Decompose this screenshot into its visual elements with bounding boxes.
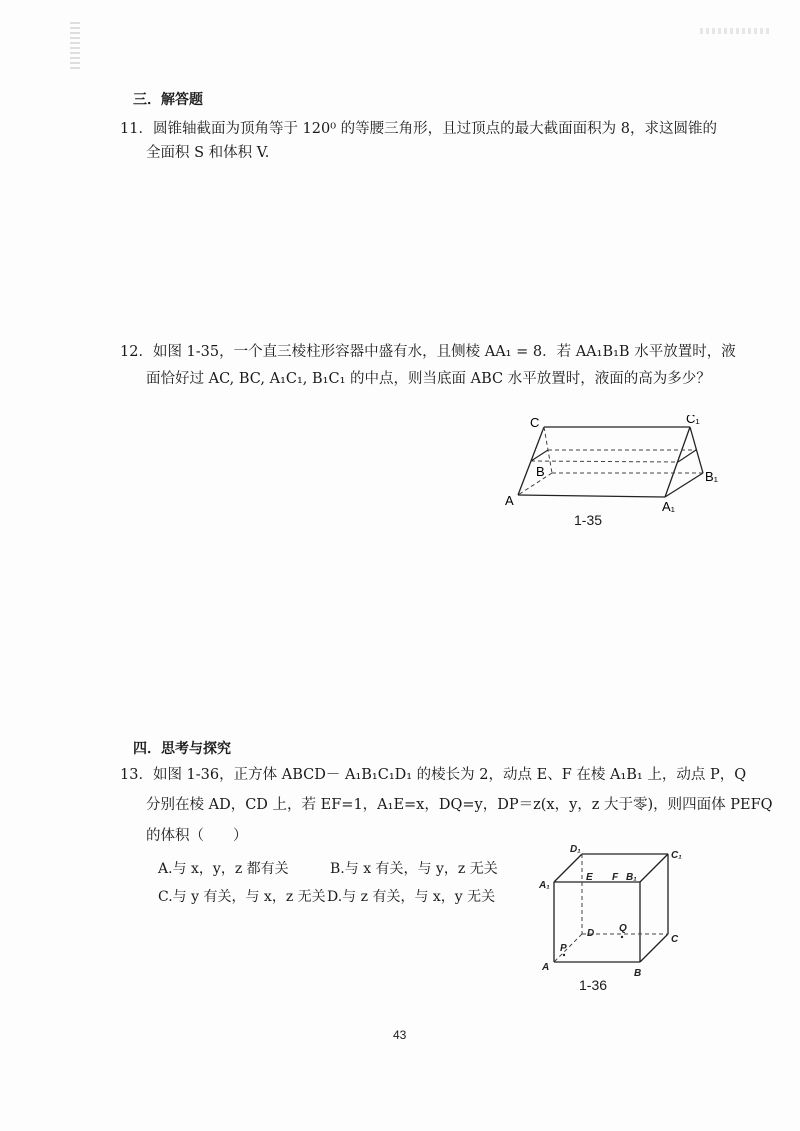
label-C: C (530, 415, 540, 430)
q11-line2: 全面积 S 和体积 V. (146, 145, 270, 161)
scan-mark-left (70, 22, 80, 72)
figure-1-36-caption: 1-36 (579, 977, 608, 993)
label-E: E (586, 872, 593, 883)
label-Q: Q (619, 923, 627, 934)
q13-line3: 的体积（ ） (146, 828, 248, 844)
q13-option-d: D.与 z 有关，与 x，y 无关 (327, 889, 496, 905)
figure-1-35-caption: 1-35 (574, 512, 603, 528)
label-B1: B₁ (705, 469, 719, 484)
label-A: A (505, 493, 514, 508)
q13-option-a: A.与 x，y，z 都有关 (158, 861, 289, 877)
label-D1: D₁ (570, 844, 581, 855)
section-title-3: 三．解答题 (133, 92, 203, 108)
page-number: 43 (393, 1028, 407, 1042)
point-q-dot (621, 936, 623, 938)
label-A1: A₁ (662, 499, 676, 514)
point-p-dot (563, 954, 565, 956)
q13-line2: 分别在棱 AD，CD 上，若 EF=1，A₁E=x，DQ=y，DP＝z(x，y，z 大于零)，则四面体 PEFQ (146, 797, 773, 813)
label-B1: B₁ (626, 872, 637, 883)
q11-line1: 11．圆锥轴截面为顶角等于 120⁰ 的等腰三角形，且过顶点的最大截面面积为 8，求这圆锥的 (120, 121, 717, 137)
scan-mark-right (700, 28, 770, 34)
q13-line1: 13．如图 1-36，正方体 ABCD－ A₁B₁C₁D₁ 的棱长为 2，动点 E、F 在棱 A₁B₁ 上，动点 P，Q (120, 767, 747, 783)
q12-line1: 12．如图 1-35，一个直三棱柱形容器中盛有水，且侧棱 AA₁ = 8．若 AA₁B₁B 水平放置时，液 (120, 344, 736, 360)
label-C1: C₁ (686, 415, 700, 426)
label-A1: A₁ (539, 880, 550, 891)
label-B: B (634, 968, 642, 978)
figure-1-35-prism (500, 415, 725, 535)
q13-option-b: B.与 x 有关，与 y，z 无关 (330, 861, 498, 877)
label-A: A (542, 962, 550, 973)
figure-1-36-cube (530, 838, 700, 978)
label-C: C (671, 934, 679, 945)
label-D: D (587, 928, 595, 939)
label-C1: C₁ (671, 850, 682, 861)
label-F: F (612, 872, 619, 883)
section-title-4: 四．思考与探究 (133, 741, 231, 757)
label-P: P (560, 943, 567, 954)
q12-line2: 面恰好过 AC, BC, A₁C₁, B₁C₁ 的中点，则当底面 ABC 水平放置时，液面的高为多少？ (146, 371, 711, 387)
q13-option-c: C.与 y 有关，与 x，z 无关 (158, 889, 326, 905)
label-B: B (536, 464, 545, 479)
